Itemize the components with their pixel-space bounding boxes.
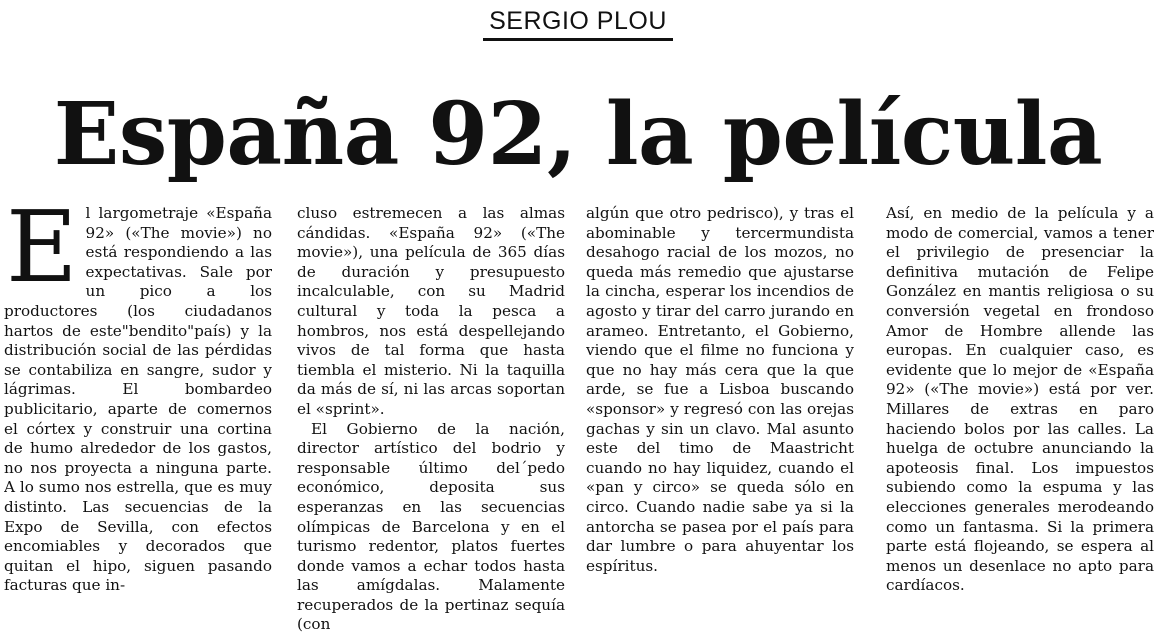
article-headline: España 92, la película — [53, 84, 1103, 185]
column-2-paragraph-1: cluso estremecen a las almas cándidas. «España 92» («The movie»), una película de 365 días de duración y presupuesto incalculable, con su Madrid cultural y toda la pesca a hombros, nos está despellejando vivos de tal forma que hasta tiembla el misterio. Ni la taquilla da más de sí, ni las arcas soportan el «sprint». — [297, 204, 565, 418]
column-4-paragraph-1: Así, en medio de la película y a modo de comercial, vamos a tener el privilegio de presenciar la definitiva mutación de Felipe González en mantis religiosa o su conversión vegetal en frondoso Amor de Hombre allende las europas. En cualquier caso, es evidente que lo mejor de «España 92» («The movie») está por ver. Millares de extras en paro haciendo bolos por las calles. La huelga de octubre anunciando la apoteosis final. Los impuestos subiendo como la espuma y las elecciones generales merodeando como un fantasma. Si la primera parte está flojeando, se espera al menos un desenlace no apto para cardíacos. — [886, 204, 1154, 595]
column-3-paragraph-1: algún que otro pedrisco), y tras el abominable y tercermundista desahogo racial de los mozos, no queda más remedio que ajustarse la cincha, esperar los incendios de agosto y tirar del carro jurando en arameo. Entretanto, el Gobierno, viendo que el filme no funciona y que no hay más cera que la que arde, se fue a Lisboa buscando «sponsor» y regresó con las orejas gachas y sin un clavo. Mal asunto este del timo de Maastricht cuando no hay liquidez, cuando el «pan y circo» se queda sólo en circo. Cuando nadie sabe ya si la antorcha se pasea por el país para dar lumbre o para ahuyentar los espíritus. — [586, 204, 854, 575]
text-column-3 — [586, 204, 854, 641]
text-column-4 — [886, 204, 1154, 641]
byline-container — [0, 6, 1156, 41]
column-1-paragraph-1-text: l largometraje «España 92» («The movie») no está respondiendo a las expectativas. Sale por un pico a los productores (los ciudadanos hartos de este"bendito"país) y la distribución social de las pérdidas se contabiliza en sangre, sudor y lágrimas. El bombardeo publicitario, aparte de comernos el córtex y construir una cortina de humo alrededor de los gastos, no nos proyecta a ninguna parte. A lo sumo nos estrella, que es muy distinto. Las secuencias de la Expo de Sevilla, con efectos encomiables y decorados que quitan el hipo, siguen pasando facturas que in- — [4, 204, 272, 595]
column-1-paragraph-1 — [4, 204, 272, 596]
text-column-1 — [4, 204, 272, 641]
drop-cap: E — [6, 204, 78, 305]
column-2-paragraph-2: El Gobierno de la nación, director artístico del bodrio y responsable último del´pedo económico, deposita sus esperanzas en las secuencias olímpicas de Barcelona y en el turismo redentor, platos fuertes donde vamos a echar todos hasta las amígdalas. Malamente recuperados de la pertinaz sequía (con — [297, 419, 565, 634]
author-byline: SERGIO PLOU — [483, 6, 673, 41]
text-column-2 — [297, 204, 565, 641]
article-body — [4, 204, 1154, 641]
